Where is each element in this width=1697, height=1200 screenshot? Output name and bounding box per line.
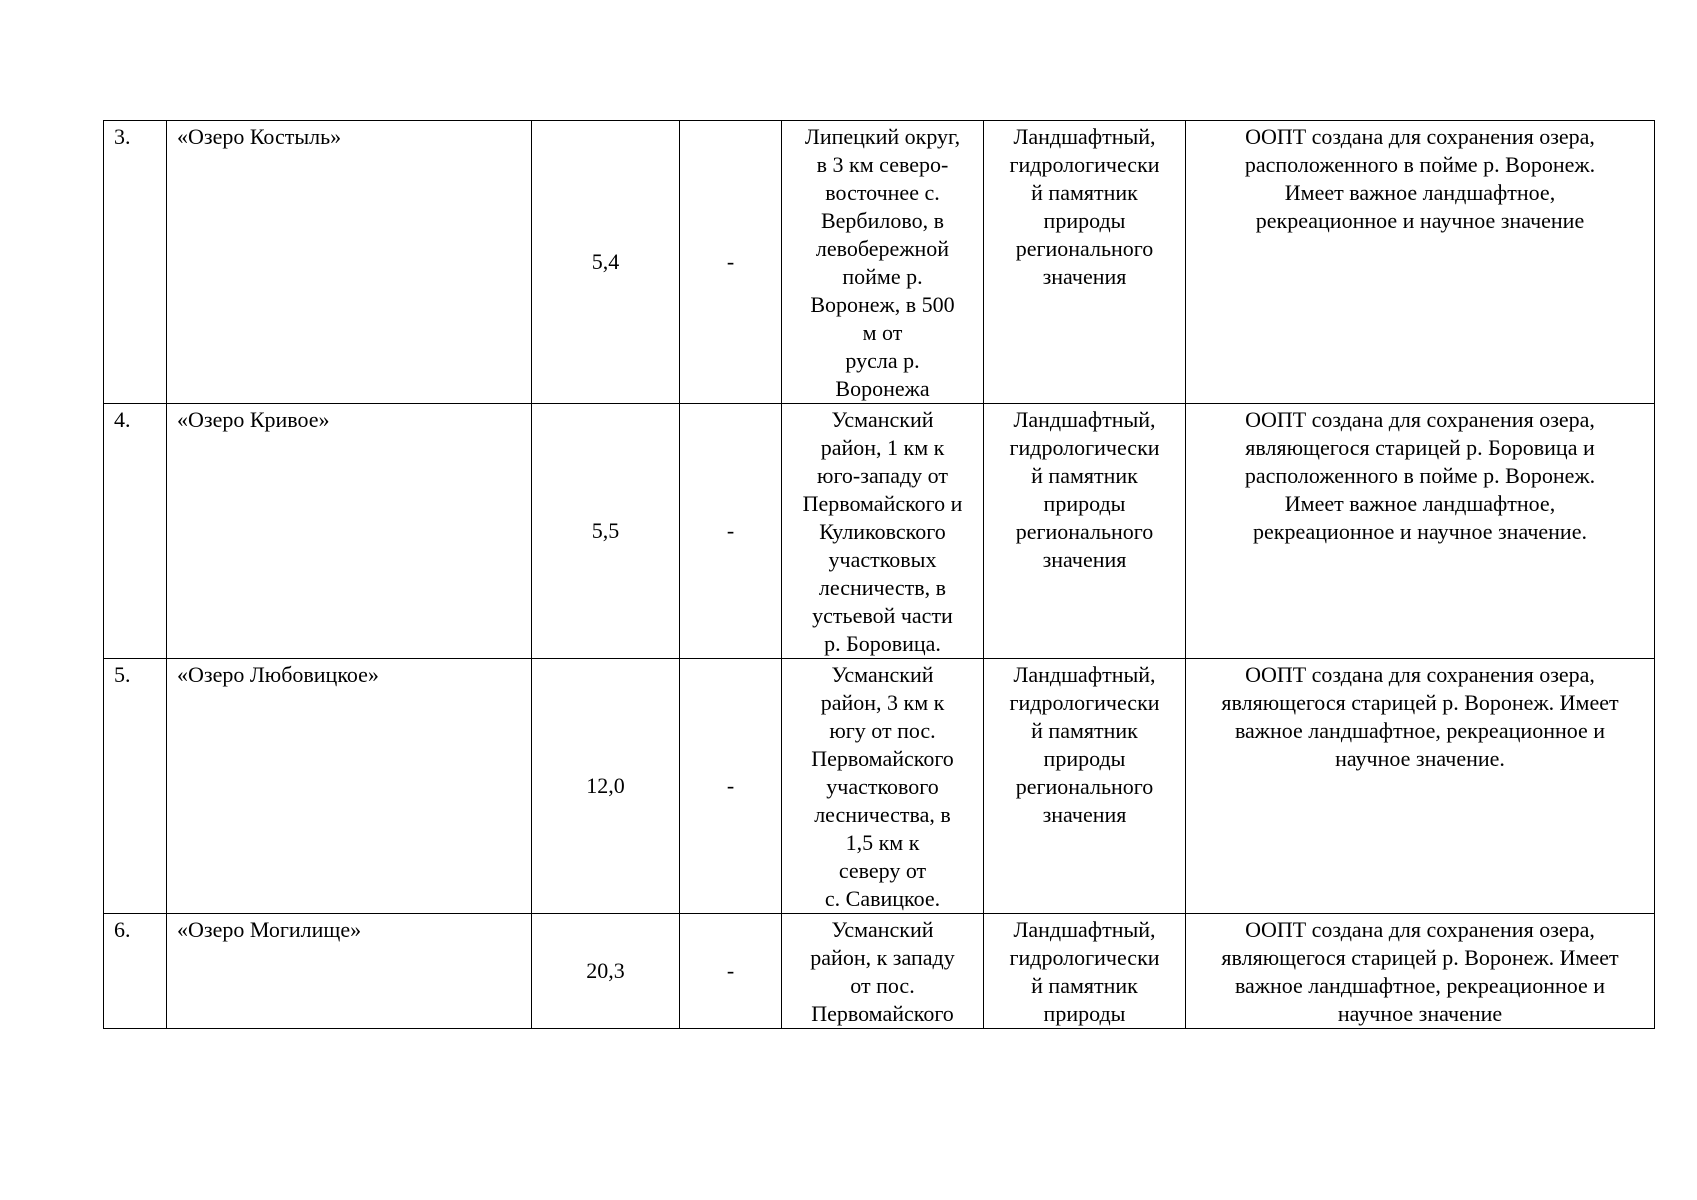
location-cell (782, 659, 984, 914)
object-name: «Озеро Костыль» (167, 121, 532, 404)
description-line: являющегося старицей р. Воронеж. Имеет (1221, 945, 1619, 970)
location-line: Воронеж, в 500 (810, 292, 955, 317)
location-line: Усманский (831, 662, 934, 687)
type-line: гидрологически (1009, 690, 1160, 715)
type-cell (984, 914, 1186, 1029)
dash-value: - (680, 404, 782, 659)
location-line: район, 1 км к (820, 435, 945, 460)
type-line: й памятник (1031, 718, 1138, 743)
location-line: Первомайского и (802, 491, 963, 516)
type-line: гидрологически (1009, 435, 1160, 460)
row-number: 3. (104, 121, 167, 404)
area-value: 5,4 (532, 121, 680, 404)
location-line: Куликовского (819, 519, 946, 544)
description-line: Имеет важное ландшафтное, (1284, 180, 1556, 205)
location-line: с. Савицкое. (824, 886, 941, 911)
type-line: природы (1043, 746, 1126, 771)
location-line: Первомайского (811, 1001, 954, 1026)
type-line: й памятник (1031, 973, 1138, 998)
description-line: являющегося старицей р. Боровица и (1245, 435, 1595, 460)
type-line: гидрологически (1009, 945, 1160, 970)
location-line: лесничеств, в (818, 575, 947, 600)
description-cell (1186, 121, 1655, 404)
location-line: северу от (838, 858, 927, 883)
type-line: значения (1042, 547, 1127, 572)
type-line: природы (1043, 1001, 1126, 1026)
row-number: 5. (104, 659, 167, 914)
dash-value: - (680, 659, 782, 914)
location-line: р. Боровица. (824, 631, 941, 656)
location-line: Первомайского (811, 746, 954, 771)
dash-value: - (680, 121, 782, 404)
object-name: «Озеро Любовицкое» (167, 659, 532, 914)
dash-value: - (680, 914, 782, 1029)
type-line: значения (1042, 264, 1127, 289)
location-line: м от (862, 320, 903, 345)
table-row (104, 404, 1655, 659)
location-line: устьевой части (812, 603, 953, 628)
type-line: природы (1043, 208, 1126, 233)
area-value: 12,0 (532, 659, 680, 914)
location-line: югу от пос. (829, 718, 936, 743)
location-line: юго-западу от (817, 463, 948, 488)
description-line: ООПТ создана для сохранения озера, (1245, 407, 1595, 432)
location-line: район, к западу (810, 945, 955, 970)
location-line: 1,5 км к (845, 830, 920, 855)
location-line: Вербилово, в (820, 208, 944, 233)
description-line: рекреационное и научное значение (1255, 208, 1585, 233)
location-line: район, 3 км к (820, 690, 945, 715)
location-line: русла р. (845, 348, 920, 373)
type-line: регионального (1015, 774, 1154, 799)
type-line: Ландшафтный, (1013, 407, 1156, 432)
type-cell (984, 404, 1186, 659)
area-value: 5,5 (532, 404, 680, 659)
location-line: от пос. (850, 973, 915, 998)
location-line: Воронежа (835, 376, 930, 401)
type-line: Ландшафтный, (1013, 662, 1156, 687)
location-cell (782, 404, 984, 659)
table-row (104, 121, 1655, 404)
description-line: являющегося старицей р. Воронеж. Имеет (1221, 690, 1619, 715)
description-cell (1186, 659, 1655, 914)
location-line: Усманский (831, 407, 934, 432)
location-line: Липецкий округ, (804, 124, 961, 149)
description-line: расположенного в пойме р. Воронеж. (1244, 152, 1596, 177)
location-line: восточнее с. (825, 180, 940, 205)
description-cell (1186, 404, 1655, 659)
object-name: «Озеро Кривое» (167, 404, 532, 659)
description-line: расположенного в пойме р. Воронеж. (1244, 463, 1596, 488)
description-line: научное значение. (1335, 746, 1505, 771)
location-line: участковых (828, 547, 937, 572)
description-line: важное ландшафтное, рекреационное и (1234, 718, 1606, 743)
location-cell (782, 121, 984, 404)
description-line: важное ландшафтное, рекреационное и (1234, 973, 1606, 998)
location-line: лесничества, в (814, 802, 951, 827)
area-value: 20,3 (532, 914, 680, 1029)
type-line: й памятник (1031, 180, 1138, 205)
type-line: значения (1042, 802, 1127, 827)
table-row (104, 914, 1655, 1029)
type-cell (984, 659, 1186, 914)
table-row (104, 659, 1655, 914)
type-line: й памятник (1031, 463, 1138, 488)
description-line: ООПТ создана для сохранения озера, (1245, 124, 1595, 149)
location-line: участкового (826, 774, 939, 799)
location-line: левобережной (815, 236, 950, 261)
type-line: регионального (1015, 519, 1154, 544)
type-line: Ландшафтный, (1013, 917, 1156, 942)
location-cell (782, 914, 984, 1029)
description-line: рекреационное и научное значение. (1253, 519, 1587, 544)
object-name: «Озеро Могилище» (167, 914, 532, 1029)
type-line: регионального (1015, 236, 1154, 261)
type-line: природы (1043, 491, 1126, 516)
location-line: Усманский (831, 917, 934, 942)
protected-areas-table (103, 120, 1655, 1029)
location-line: в 3 км северо- (816, 152, 949, 177)
row-number: 6. (104, 914, 167, 1029)
location-line: пойме р. (842, 264, 923, 289)
type-line: Ландшафтный, (1013, 124, 1156, 149)
row-number: 4. (104, 404, 167, 659)
description-line: ООПТ создана для сохранения озера, (1245, 662, 1595, 687)
type-line: гидрологически (1009, 152, 1160, 177)
description-cell (1186, 914, 1655, 1029)
type-cell (984, 121, 1186, 404)
description-line: Имеет важное ландшафтное, (1284, 491, 1556, 516)
description-line: научное значение (1337, 1001, 1503, 1026)
description-line: ООПТ создана для сохранения озера, (1245, 917, 1595, 942)
